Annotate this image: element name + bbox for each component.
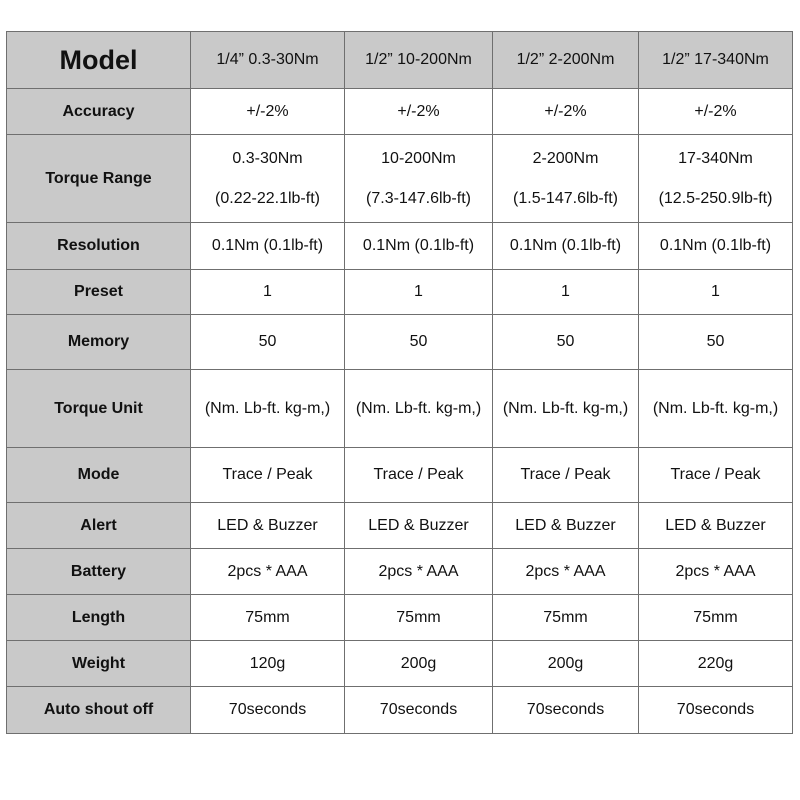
model-name: 1/2” 2-200Nm [493, 32, 639, 89]
spec-value: (Nm. Lb-ft. kg-m,) [493, 370, 639, 448]
spec-table [6, 31, 793, 734]
row-label: Torque Unit [7, 370, 191, 448]
torque-nm: 0.3-30Nm [232, 149, 303, 167]
spec-value: 50 [345, 315, 493, 370]
spec-value: 120g [191, 641, 345, 687]
battery-row [7, 549, 793, 595]
spec-value: 2pcs * AAA [345, 549, 493, 595]
spec-value: 75mm [191, 595, 345, 641]
spec-value: 70seconds [191, 687, 345, 734]
row-label: Resolution [7, 223, 191, 270]
spec-value: 0.1Nm (0.1lb-ft) [493, 223, 639, 270]
row-label: Auto shout off [7, 687, 191, 734]
spec-value: (Nm. Lb-ft. kg-m,) [639, 370, 793, 448]
spec-value: 75mm [639, 595, 793, 641]
spec-value: LED & Buzzer [639, 503, 793, 549]
torque-nm: 2-200Nm [532, 149, 599, 167]
spec-value [493, 135, 639, 223]
row-label: Mode [7, 448, 191, 503]
spec-value: Trace / Peak [493, 448, 639, 503]
spec-value: 0.1Nm (0.1lb-ft) [639, 223, 793, 270]
weight-row [7, 641, 793, 687]
spec-value: +/-2% [191, 89, 345, 135]
spec-value: Trace / Peak [191, 448, 345, 503]
spec-value: LED & Buzzer [345, 503, 493, 549]
spec-value: (Nm. Lb-ft. kg-m,) [345, 370, 493, 448]
mode-row [7, 448, 793, 503]
model-name: 1/4” 0.3-30Nm [191, 32, 345, 89]
row-label: Alert [7, 503, 191, 549]
spec-value: 200g [493, 641, 639, 687]
spec-value: 50 [493, 315, 639, 370]
spec-value: 0.1Nm (0.1lb-ft) [345, 223, 493, 270]
spec-value: 75mm [493, 595, 639, 641]
spec-value: +/-2% [639, 89, 793, 135]
torque-lbft: (0.22-22.1lb-ft) [215, 189, 320, 207]
spec-value: Trace / Peak [345, 448, 493, 503]
torque-range-row [7, 135, 793, 223]
row-label: Preset [7, 270, 191, 315]
spec-value: 1 [493, 270, 639, 315]
alert-row [7, 503, 793, 549]
row-label: Memory [7, 315, 191, 370]
resolution-row [7, 223, 793, 270]
accuracy-row [7, 89, 793, 135]
spec-value: 70seconds [345, 687, 493, 734]
spec-value: 1 [639, 270, 793, 315]
torque-lbft: (12.5-250.9lb-ft) [658, 189, 773, 207]
spec-value: +/-2% [493, 89, 639, 135]
spec-value: 70seconds [493, 687, 639, 734]
torque-nm: 17-340Nm [678, 149, 753, 167]
model-title: Model [7, 32, 191, 89]
header-row [7, 32, 793, 89]
spec-value [639, 135, 793, 223]
torque-lbft: (1.5-147.6lb-ft) [513, 189, 618, 207]
spec-value: 220g [639, 641, 793, 687]
spec-value: 0.1Nm (0.1lb-ft) [191, 223, 345, 270]
torque-nm: 10-200Nm [381, 149, 456, 167]
spec-value: 1 [191, 270, 345, 315]
spec-value: 50 [191, 315, 345, 370]
spec-value: 1 [345, 270, 493, 315]
spec-value: (Nm. Lb-ft. kg-m,) [191, 370, 345, 448]
spec-value [345, 135, 493, 223]
spec-value: 2pcs * AAA [191, 549, 345, 595]
torque-lbft: (7.3-147.6lb-ft) [366, 189, 471, 207]
spec-value: LED & Buzzer [493, 503, 639, 549]
spec-value: 2pcs * AAA [493, 549, 639, 595]
length-row [7, 595, 793, 641]
auto-shout-off-row [7, 687, 793, 734]
preset-row [7, 270, 793, 315]
spec-value: +/-2% [345, 89, 493, 135]
spec-value: Trace / Peak [639, 448, 793, 503]
row-label: Torque Range [7, 135, 191, 223]
spec-value [191, 135, 345, 223]
row-label: Length [7, 595, 191, 641]
memory-row [7, 315, 793, 370]
spec-value: 200g [345, 641, 493, 687]
row-label: Accuracy [7, 89, 191, 135]
model-name: 1/2” 10-200Nm [345, 32, 493, 89]
row-label: Weight [7, 641, 191, 687]
spec-value: 70seconds [639, 687, 793, 734]
row-label: Battery [7, 549, 191, 595]
torque-unit-row [7, 370, 793, 448]
spec-value: 75mm [345, 595, 493, 641]
model-name: 1/2” 17-340Nm [639, 32, 793, 89]
spec-value: LED & Buzzer [191, 503, 345, 549]
spec-value: 2pcs * AAA [639, 549, 793, 595]
spec-value: 50 [639, 315, 793, 370]
